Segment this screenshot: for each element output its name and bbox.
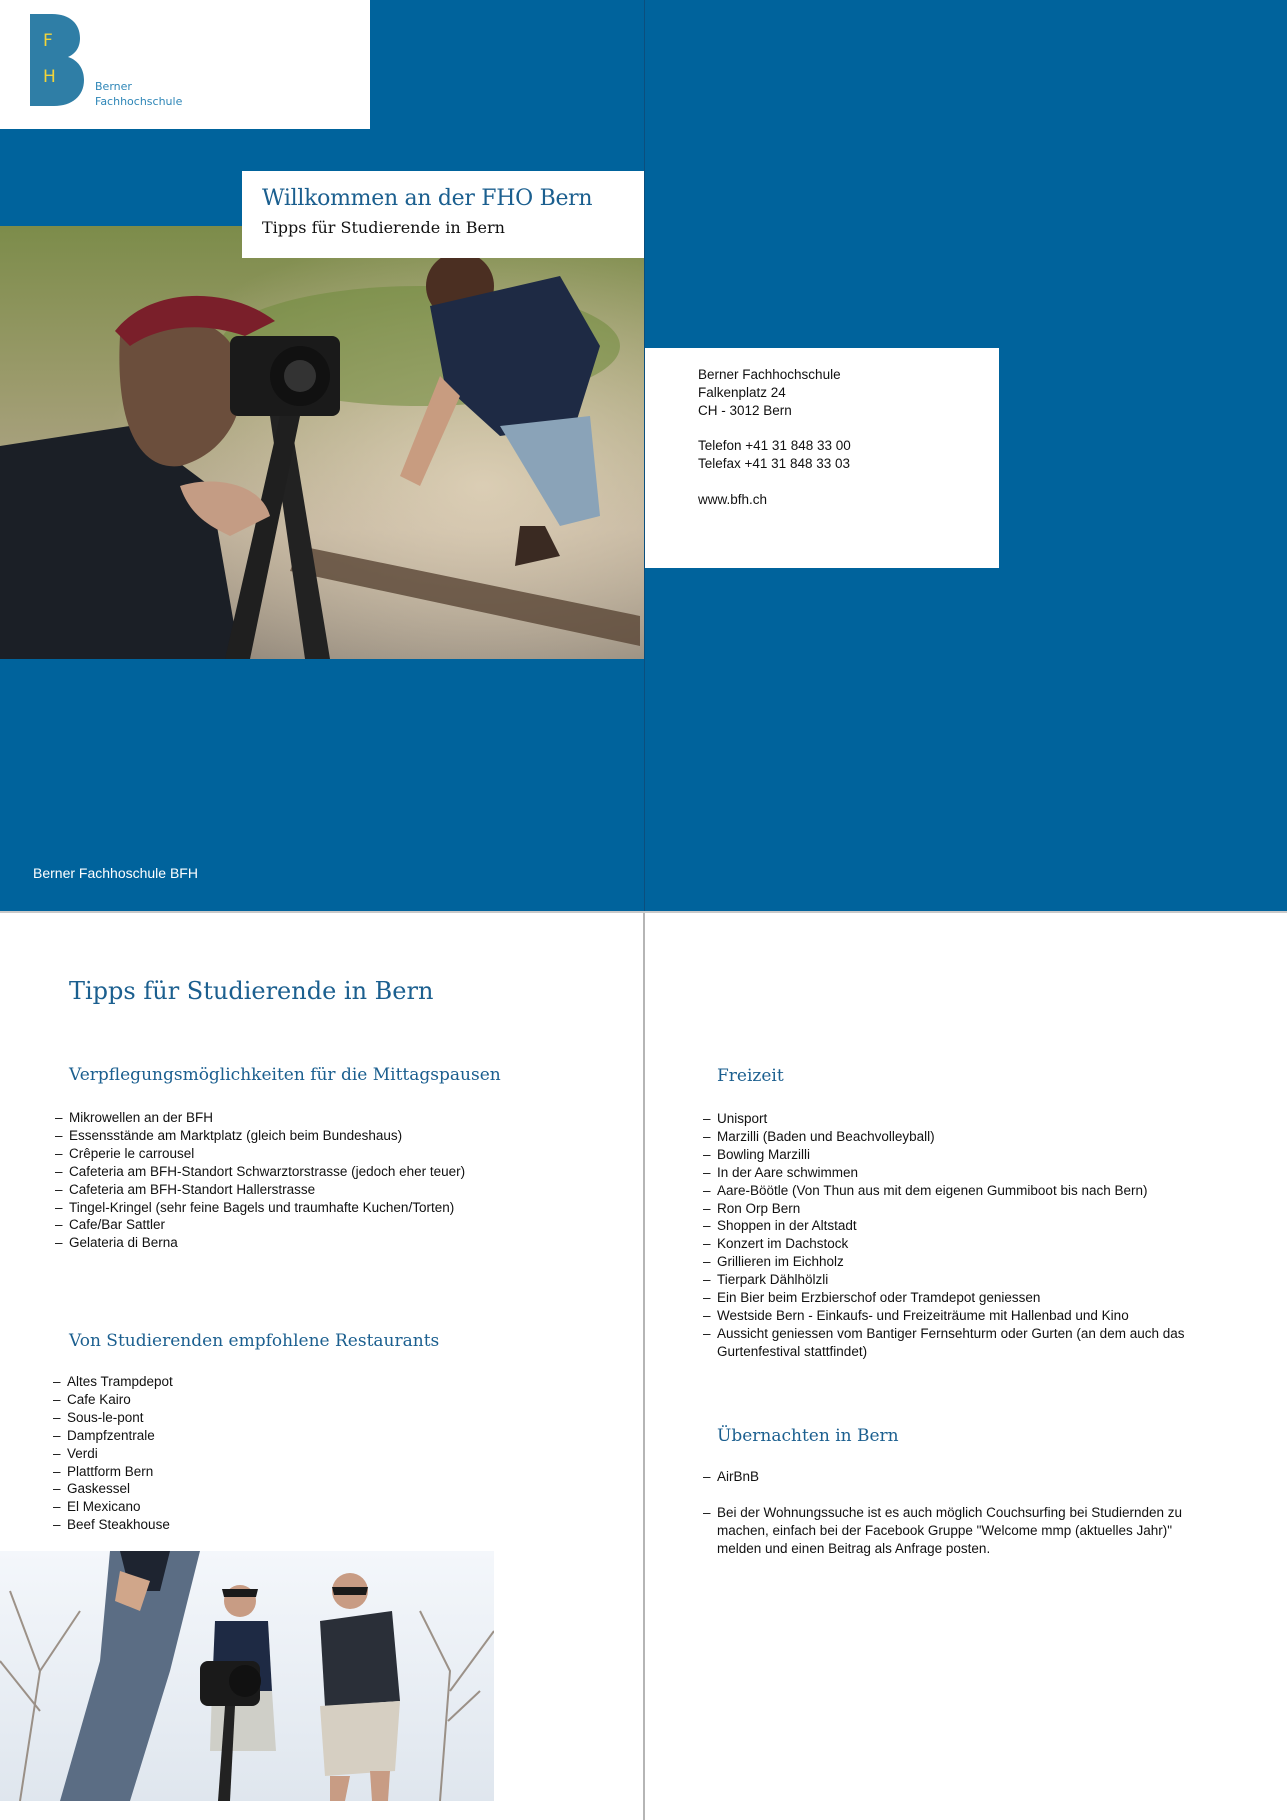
address-spacer <box>698 473 851 491</box>
list-item: – Altes Trampdepot <box>53 1373 173 1391</box>
list-item: – Marzilli (Baden und Beachvolleyball) <box>703 1128 1203 1146</box>
lunch-list <box>55 1109 465 1252</box>
restaurants-list <box>53 1373 173 1534</box>
logo-letter-f: F <box>43 31 53 51</box>
overnight-list <box>703 1468 1203 1558</box>
list-item: – Cafe/Bar Sattler <box>55 1216 465 1234</box>
cover-photo <box>0 226 644 659</box>
bfh-logo-icon <box>30 14 84 106</box>
logo-area <box>0 0 370 129</box>
list-item: – Gaskessel <box>53 1480 173 1498</box>
logo-wordmark <box>95 79 182 109</box>
list-item: – Unisport <box>703 1110 1203 1128</box>
logo-letter-h: H <box>43 67 56 87</box>
list-item: – Cafeteria am BFH-Standort Hallerstrasse <box>55 1181 465 1199</box>
logo-line-1: Berner <box>95 80 132 93</box>
tips-heading: Tipps für Studierende in Bern <box>69 977 434 1005</box>
list-item: – Mikrowellen an der BFH <box>55 1109 465 1127</box>
list-item: – Cafe Kairo <box>53 1391 173 1409</box>
cover-footer: Berner Fachhoschule BFH <box>33 865 198 881</box>
list-item: – Crêperie le carrousel <box>55 1145 465 1163</box>
list-item: – Plattform Bern <box>53 1463 173 1481</box>
list-item: – AirBnB <box>703 1468 1203 1486</box>
list-item: – Tierpark Dählhölzli <box>703 1271 1203 1289</box>
list-item: – El Mexicano <box>53 1498 173 1516</box>
address-line: Falkenplatz 24 <box>698 384 786 400</box>
list-item: – In der Aare schwimmen <box>703 1164 1203 1182</box>
list-item: – Tingel-Kringel (sehr feine Bagels und traumhafte Kuchen/Torten) <box>55 1199 465 1217</box>
list-item: – Aussicht geniessen vom Bantiger Fernsehturm oder Gurten (an dem auch das Gurtenfestival stattfindet) <box>703 1325 1187 1361</box>
overnight-heading: Übernachten in Bern <box>717 1426 899 1446</box>
address-fax: Telefax +41 31 848 33 03 <box>698 455 851 471</box>
address-box <box>645 348 999 568</box>
students-photo <box>0 1551 494 1801</box>
cover-subtitle: Tipps für Studierende in Bern <box>262 218 505 237</box>
address-block <box>698 366 851 508</box>
list-item: – Cafeteria am BFH-Standort Schwarztorstrasse (jedoch eher teuer) <box>55 1163 465 1181</box>
cover-title: Willkommen an der FHO Bern <box>262 186 593 211</box>
list-item: – Bei der Wohnungssuche ist es auch möglich Couchsurfing bei Studiernden zu machen, einfach bei der Facebook Gruppe "Welcome mmp (aktuelles Jahr)" melden und einen Beitrag als Anfrage posten. <box>703 1504 1212 1558</box>
list-item: – Westside Bern - Einkaufs- und Freizeiträume mit Hallenbad und Kino <box>703 1307 1203 1325</box>
list-item: – Grillieren im Eichholz <box>703 1253 1203 1271</box>
address-line: CH - 3012 Bern <box>698 402 792 418</box>
list-item: – Ron Orp Bern <box>703 1200 1203 1218</box>
list-item: – Konzert im Dachstock <box>703 1235 1203 1253</box>
restaurants-heading: Von Studierenden empfohlene Restaurants <box>69 1331 440 1351</box>
lunch-heading: Verpflegungsmöglichkeiten für die Mittagspausen <box>69 1065 501 1085</box>
list-item: – Bowling Marzilli <box>703 1146 1203 1164</box>
address-spacer <box>698 419 851 437</box>
leisure-heading: Freizeit <box>717 1066 784 1086</box>
list-item: – Dampfzentrale <box>53 1427 173 1445</box>
list-item: – Sous-le-pont <box>53 1409 173 1427</box>
cover-title-box <box>242 171 644 258</box>
address-line: Berner Fachhochschule <box>698 367 841 382</box>
logo-line-2: Fachhochschule <box>95 95 183 108</box>
list-item: – Shoppen in der Altstadt <box>703 1217 1203 1235</box>
leisure-list <box>703 1110 1203 1361</box>
page-fold-line <box>643 913 645 1820</box>
list-item: – Aare-Böötle (Von Thun aus mit dem eigenen Gummiboot bis nach Bern) <box>703 1182 1203 1200</box>
list-item: – Verdi <box>53 1445 173 1463</box>
list-item: – Ein Bier beim Erzbierschof oder Tramdepot geniessen <box>703 1289 1203 1307</box>
address-website: www.bfh.ch <box>698 491 768 507</box>
address-phone: Telefon +41 31 848 33 00 <box>698 438 851 454</box>
list-item: – Beef Steakhouse <box>53 1516 173 1534</box>
list-item: – Gelateria di Berna <box>55 1234 465 1252</box>
list-item: – Essensstände am Marktplatz (gleich beim Bundeshaus) <box>55 1127 465 1145</box>
